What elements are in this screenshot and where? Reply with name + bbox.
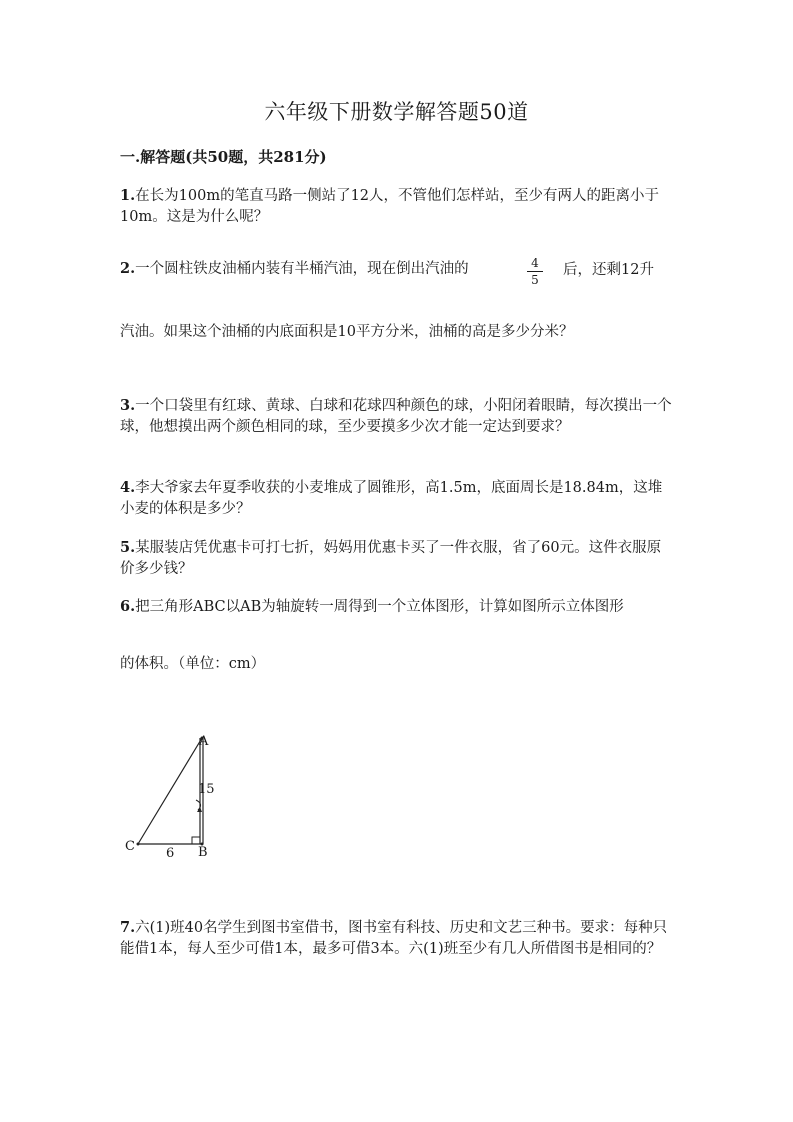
question-5 bbox=[120, 537, 675, 580]
question-3 bbox=[120, 395, 675, 438]
base-label: 6 bbox=[166, 846, 175, 861]
right-angle-mark bbox=[192, 837, 200, 844]
vertex-label-a: A bbox=[199, 734, 209, 749]
fraction-denominator: 5 bbox=[531, 273, 539, 287]
question-2-continuation: 汽油。如果这个油桶的内底面积是10平方分米，油桶的高是多少分米？ bbox=[120, 324, 574, 340]
question-2-after-fraction: 后，还剩12升 bbox=[563, 262, 654, 278]
question-text: 一个圆柱铁皮油桶内装有半桶汽油，现在倒出汽油的 bbox=[135, 261, 469, 277]
question-number: 1. bbox=[120, 187, 136, 204]
triangle-hypotenuse bbox=[138, 738, 202, 844]
vertex-dot-c bbox=[137, 843, 140, 846]
vertex-label-b: B bbox=[198, 845, 208, 860]
fraction-four-fifths bbox=[527, 256, 543, 287]
question-text: 六(1)班40名学生到图书室借书，图书室有科技、历史和文艺三种书。要求：每种只能借1本，每人至少可借1本，最多可借3本。六(1)班至少有几人所借图书是相同的？ bbox=[120, 920, 668, 957]
question-text: 李大爷家去年夏季收获的小麦堆成了圆锥形，高1.5m，底面周长是18.84m，这堆小麦的体积是多少？ bbox=[120, 480, 663, 517]
question-number: 4. bbox=[120, 479, 136, 496]
question-6-continuation: 的体积。（单位：cm） bbox=[120, 656, 266, 672]
vertex-label-c: C bbox=[125, 839, 135, 854]
question-number: 5. bbox=[120, 539, 136, 556]
question-number: 2. bbox=[120, 260, 136, 277]
question-number: 7. bbox=[120, 919, 136, 936]
question-1 bbox=[120, 185, 675, 228]
question-6 bbox=[120, 596, 675, 618]
fraction-numerator: 4 bbox=[531, 256, 539, 270]
question-2 bbox=[120, 258, 520, 280]
question-text: 把三角形ABC以AB为轴旋转一周得到一个立体图形，计算如图所示立体图形 bbox=[135, 599, 624, 615]
question-7 bbox=[120, 917, 675, 960]
page-title: 六年级下册数学解答题50道 bbox=[264, 100, 529, 124]
height-label: 15 bbox=[198, 782, 215, 797]
question-text: 一个口袋里有红球、黄球、白球和花球四种颜色的球，小阳闭着眼睛，每次摸出一个球，他想摸出两个颜色相同的球，至少要摸多少次才能一定达到要求？ bbox=[120, 398, 672, 435]
triangle-figure bbox=[120, 728, 230, 863]
section-heading: 一.解答题(共50题，共281分) bbox=[120, 148, 327, 166]
question-number: 3. bbox=[120, 397, 136, 414]
question-4 bbox=[120, 477, 675, 520]
question-text: 在长为100m的笔直马路一侧站了12人，不管他们怎样站，至少有两人的距离小于10m。这是为什么呢？ bbox=[120, 188, 660, 225]
question-number: 6. bbox=[120, 598, 136, 615]
question-text: 某服装店凭优惠卡可打七折，妈妈用优惠卡买了一件衣服，省了60元。这件衣服原价多少钱？ bbox=[120, 540, 662, 577]
